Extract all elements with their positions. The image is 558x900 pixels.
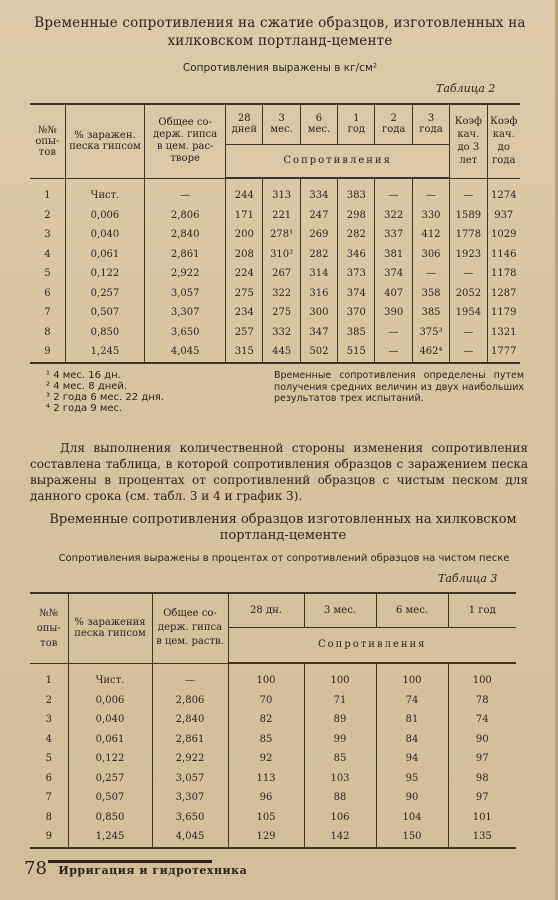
- table3-cell: 4,045: [152, 827, 228, 848]
- col-header-coef2: Коэф кач. до года: [487, 104, 520, 178]
- table2-cell: 244: [226, 178, 263, 206]
- table3-cell: 2,840: [152, 710, 228, 730]
- t3-col-header-3m: 3 мес.: [304, 593, 376, 627]
- table2-row: [30, 206, 520, 226]
- table2-cell: 0,850: [65, 323, 144, 343]
- table2-cell: 1954: [450, 303, 487, 323]
- table2-cell: 385: [338, 323, 375, 343]
- table3-cell: 2,922: [152, 749, 228, 769]
- table2-cell: 407: [375, 284, 412, 304]
- table2-cell: 2,806: [145, 206, 226, 226]
- table3-cell: 0,850: [68, 808, 152, 828]
- table3-cell: 88: [304, 788, 376, 808]
- table2-cell: 502: [300, 342, 337, 363]
- table2-row: [30, 264, 520, 284]
- table3-cell: 99: [304, 730, 376, 750]
- table3-cell: 106: [304, 808, 376, 828]
- table2-cell: 3,307: [145, 303, 226, 323]
- table2-cell: 383: [338, 178, 375, 206]
- table2-cell: 375³: [412, 323, 449, 343]
- table3-title-line2: портланд-цементе: [219, 528, 347, 543]
- table2-row: [30, 225, 520, 245]
- table-2: [30, 103, 520, 364]
- table2-cell: 1321: [487, 323, 520, 343]
- table2-row: [30, 303, 520, 323]
- table2-cell: 390: [375, 303, 412, 323]
- table3-cell: 0,040: [68, 710, 152, 730]
- col-header-3m: 3 мес.: [263, 104, 300, 144]
- table2-cell: 2,840: [145, 225, 226, 245]
- table3-cell: 103: [304, 769, 376, 789]
- table3-row: [30, 788, 516, 808]
- table3-cell: 94: [376, 749, 448, 769]
- table2-cell: 0,507: [65, 303, 144, 323]
- table2-cell: 3,057: [145, 284, 226, 304]
- table3-cell: 129: [228, 827, 304, 848]
- table3-cell: 89: [304, 710, 376, 730]
- table2-row: [30, 323, 520, 343]
- table3-cell: 3,650: [152, 808, 228, 828]
- table3-cell: 98: [448, 769, 516, 789]
- table3-cell: 101: [448, 808, 516, 828]
- table2-cell: 381: [375, 245, 412, 265]
- table3-cell: 100: [304, 663, 376, 691]
- table3-cell: 92: [228, 749, 304, 769]
- table3-cell: 97: [448, 749, 516, 769]
- table3-row: [30, 691, 516, 711]
- table2-cell: —: [450, 323, 487, 343]
- table3-cell: 3: [30, 710, 68, 730]
- table3-cell: 0,122: [68, 749, 152, 769]
- col-header-gypsum: Общее со- держ. гипса в цем. рас- творе: [145, 104, 226, 178]
- table2-cell: 1274: [487, 178, 520, 206]
- col-header-span: Сопротивления: [226, 144, 450, 178]
- footnote-3: ³ 2 года 6 мес. 22 дня.: [46, 392, 164, 403]
- table2-cell: 0,006: [65, 206, 144, 226]
- table2-cell: —: [412, 264, 449, 284]
- table2-cell: Чист.: [65, 178, 144, 206]
- table2-cell: 257: [226, 323, 263, 343]
- table3-cell: 78: [448, 691, 516, 711]
- table2-cell: 2,922: [145, 264, 226, 284]
- table2-cell: 3: [30, 225, 65, 245]
- table2-cell: 208: [226, 245, 263, 265]
- table3-cell: 95: [376, 769, 448, 789]
- table2-cell: 4,045: [145, 342, 226, 363]
- table2-cell: 275: [226, 284, 263, 304]
- table2-cell: 937: [487, 206, 520, 226]
- table3-cell: 113: [228, 769, 304, 789]
- table2-cell: 1778: [450, 225, 487, 245]
- table2-cell: 0,061: [65, 245, 144, 265]
- body-paragraph: Для выполнения количественной стороны изменения сопротивления составлена таблица, в которой сопротивления образцов с заражением песка выражены в процентах от сопротивлений образцов с чистым песком для данного срока (см. табл. 3 и 4 и график 3).: [30, 441, 528, 503]
- table3-row: [30, 663, 516, 691]
- table2-cell: 346: [338, 245, 375, 265]
- table2-cell: —: [450, 264, 487, 284]
- table2-cell: 358: [412, 284, 449, 304]
- table2-cell: 282: [300, 245, 337, 265]
- table2-cell: 370: [338, 303, 375, 323]
- table3-cell: 2,806: [152, 691, 228, 711]
- t3-col-header-no: №№ опы- тов: [30, 593, 68, 663]
- table3-cell: 2: [30, 691, 68, 711]
- table2-cell: 1923: [450, 245, 487, 265]
- table2-cell: 275: [263, 303, 300, 323]
- table3-cell: 2,861: [152, 730, 228, 750]
- table3-cell: 74: [376, 691, 448, 711]
- table2-cell: 282: [338, 225, 375, 245]
- table2-cell: 330: [412, 206, 449, 226]
- table2-cell: 1178: [487, 264, 520, 284]
- table3-cell: 71: [304, 691, 376, 711]
- table3-cell: 6: [30, 769, 68, 789]
- table2-cell: 2: [30, 206, 65, 226]
- journal-name: Ирригация и гидротехника: [58, 864, 248, 877]
- table3-cell: 105: [228, 808, 304, 828]
- table2-cell: 374: [375, 264, 412, 284]
- table3-cell: 135: [448, 827, 516, 848]
- table3-row: [30, 710, 516, 730]
- col-header-28d: 28 дней: [226, 104, 263, 144]
- table2-cell: 9: [30, 342, 65, 363]
- table2-row: [30, 284, 520, 304]
- table3-cell: 142: [304, 827, 376, 848]
- table2-cell: —: [412, 178, 449, 206]
- table2-cell: 322: [375, 206, 412, 226]
- table2-cell: 5: [30, 264, 65, 284]
- table2-cell: 247: [300, 206, 337, 226]
- table2-title-line2: хилковском портланд-цементе: [167, 33, 393, 49]
- table2-cell: 322: [263, 284, 300, 304]
- table2-cell: 1287: [487, 284, 520, 304]
- table3-row: [30, 769, 516, 789]
- table2-cell: 1777: [487, 342, 520, 363]
- col-header-1y: 1 год: [338, 104, 375, 144]
- table2-cell: 334: [300, 178, 337, 206]
- table3-title-line1: Временные сопротивления образцов изготовленных на хилковском: [49, 512, 517, 527]
- table2-cell: 515: [338, 342, 375, 363]
- table2-cell: 332: [263, 323, 300, 343]
- table2-cell: 2,861: [145, 245, 226, 265]
- table3-cell: 150: [376, 827, 448, 848]
- col-header-3y: 3 года: [412, 104, 449, 144]
- table2-cell: 200: [226, 225, 263, 245]
- table2-cell: 347: [300, 323, 337, 343]
- table2-cell: 385: [412, 303, 449, 323]
- table2-cell: 1029: [487, 225, 520, 245]
- table2-label: Таблица 2: [436, 82, 496, 95]
- table2-row: [30, 178, 520, 206]
- table2-cell: 3,650: [145, 323, 226, 343]
- table3-cell: 81: [376, 710, 448, 730]
- table3-cell: 96: [228, 788, 304, 808]
- table3-cell: 85: [304, 749, 376, 769]
- percent-note: Сопротивления выражены в процентах от сопротивлений образцов на чистом песке: [58, 553, 510, 564]
- table3-cell: 3,307: [152, 788, 228, 808]
- table2-cell: 316: [300, 284, 337, 304]
- table2-cell: 373: [338, 264, 375, 284]
- table2-row: [30, 245, 520, 265]
- table3-cell: 82: [228, 710, 304, 730]
- table2-cell: 1146: [487, 245, 520, 265]
- table2-title: [30, 14, 530, 50]
- table2-cell: 171: [226, 206, 263, 226]
- col-header-2y: 2 года: [375, 104, 412, 144]
- table3-cell: 84: [376, 730, 448, 750]
- table3-cell: 104: [376, 808, 448, 828]
- col-header-6m: 6 мес.: [300, 104, 337, 144]
- table2-title-line1: Временные сопротивления на сжатие образцов, изготовленных на: [34, 15, 526, 31]
- table2-cell: 1,245: [65, 342, 144, 363]
- table3-cell: 90: [448, 730, 516, 750]
- t3-col-header-sand: % заражения песка гипсом: [68, 593, 152, 663]
- table3-cell: 1: [30, 663, 68, 691]
- page-footer: [24, 858, 247, 879]
- table3-cell: 1,245: [68, 827, 152, 848]
- table3-cell: —: [152, 663, 228, 691]
- table3-cell: 7: [30, 788, 68, 808]
- table3-cell: Чист.: [68, 663, 152, 691]
- table3-cell: 97: [448, 788, 516, 808]
- table3-row: [30, 730, 516, 750]
- table3-cell: 3,057: [152, 769, 228, 789]
- table2-cell: 313: [263, 178, 300, 206]
- t3-col-header-6m: 6 мес.: [376, 593, 448, 627]
- table2-cell: 315: [226, 342, 263, 363]
- footnote-4: ⁴ 2 года 9 мес.: [46, 403, 123, 414]
- table2-cell: 221: [263, 206, 300, 226]
- table2-cell: 278¹: [263, 225, 300, 245]
- table3-cell: 70: [228, 691, 304, 711]
- table3-cell: 85: [228, 730, 304, 750]
- t3-col-header-gypsum: Общее со- держ. гипса в цем. раств.: [152, 593, 228, 663]
- table-3: [30, 592, 516, 849]
- table2-cell: 306: [412, 245, 449, 265]
- table2-cell: 314: [300, 264, 337, 284]
- t3-col-header-28d: 28 дн.: [228, 593, 304, 627]
- table3-cell: 4: [30, 730, 68, 750]
- table3-row: [30, 749, 516, 769]
- table2-cell: 269: [300, 225, 337, 245]
- table2-cell: 224: [226, 264, 263, 284]
- table2-cell: —: [375, 178, 412, 206]
- table3-row: [30, 808, 516, 828]
- table3-title: [28, 512, 538, 544]
- table2-cell: 267: [263, 264, 300, 284]
- table2-cell: —: [450, 342, 487, 363]
- table2-cell: 310²: [263, 245, 300, 265]
- table3-cell: 100: [228, 663, 304, 691]
- footnote-2: ² 4 мес. 8 дней.: [46, 381, 128, 392]
- table2-cell: 8: [30, 323, 65, 343]
- table2-cell: 4: [30, 245, 65, 265]
- table2-cell: 374: [338, 284, 375, 304]
- footnote-1: ¹ 4 мес. 16 дн.: [46, 370, 121, 381]
- table3-cell: 8: [30, 808, 68, 828]
- table3-cell: 0,006: [68, 691, 152, 711]
- table3-cell: 74: [448, 710, 516, 730]
- table2-cell: 445: [263, 342, 300, 363]
- table3-cell: 0,257: [68, 769, 152, 789]
- table3-cell: 100: [376, 663, 448, 691]
- table3-cell: 0,507: [68, 788, 152, 808]
- table2-cell: 0,122: [65, 264, 144, 284]
- table2-cell: 337: [375, 225, 412, 245]
- method-note: Временные сопротивления определены путем получения средних величин из двух наибольших результатов трех испытаний.: [274, 370, 524, 404]
- t3-col-header-span: Сопротивления: [228, 627, 516, 663]
- t3-col-header-1y: 1 год: [448, 593, 516, 627]
- table3-cell: 0,061: [68, 730, 152, 750]
- table2-cell: —: [375, 323, 412, 343]
- table2-cell: 300: [300, 303, 337, 323]
- table2-cell: 412: [412, 225, 449, 245]
- table2-cell: —: [375, 342, 412, 363]
- table3-cell: 90: [376, 788, 448, 808]
- table2-row: [30, 342, 520, 363]
- table2-cell: 462⁴: [412, 342, 449, 363]
- page-number: 78: [24, 858, 47, 879]
- table2-cell: 7: [30, 303, 65, 323]
- col-header-sand: % заражен. песка гипсом: [65, 104, 144, 178]
- footnotes: [46, 370, 164, 414]
- table2-cell: —: [450, 178, 487, 206]
- table2-cell: 1: [30, 178, 65, 206]
- table3-cell: 100: [448, 663, 516, 691]
- col-header-no: №№ опы- тов: [30, 104, 65, 178]
- table2-cell: 0,257: [65, 284, 144, 304]
- table2-cell: 1589: [450, 206, 487, 226]
- table2-cell: 2052: [450, 284, 487, 304]
- table2-cell: 0,040: [65, 225, 144, 245]
- table2-cell: —: [145, 178, 226, 206]
- table2-cell: 1179: [487, 303, 520, 323]
- table2-cell: 234: [226, 303, 263, 323]
- table3-cell: 9: [30, 827, 68, 848]
- table3-label: Таблица 3: [438, 572, 498, 585]
- table3-cell: 5: [30, 749, 68, 769]
- table2-cell: 298: [338, 206, 375, 226]
- table3-row: [30, 827, 516, 848]
- col-header-coef3: Коэф кач. до 3 лет: [450, 104, 487, 178]
- units-note: Сопротивления выражены в кг/см²: [182, 62, 378, 74]
- table2-cell: 6: [30, 284, 65, 304]
